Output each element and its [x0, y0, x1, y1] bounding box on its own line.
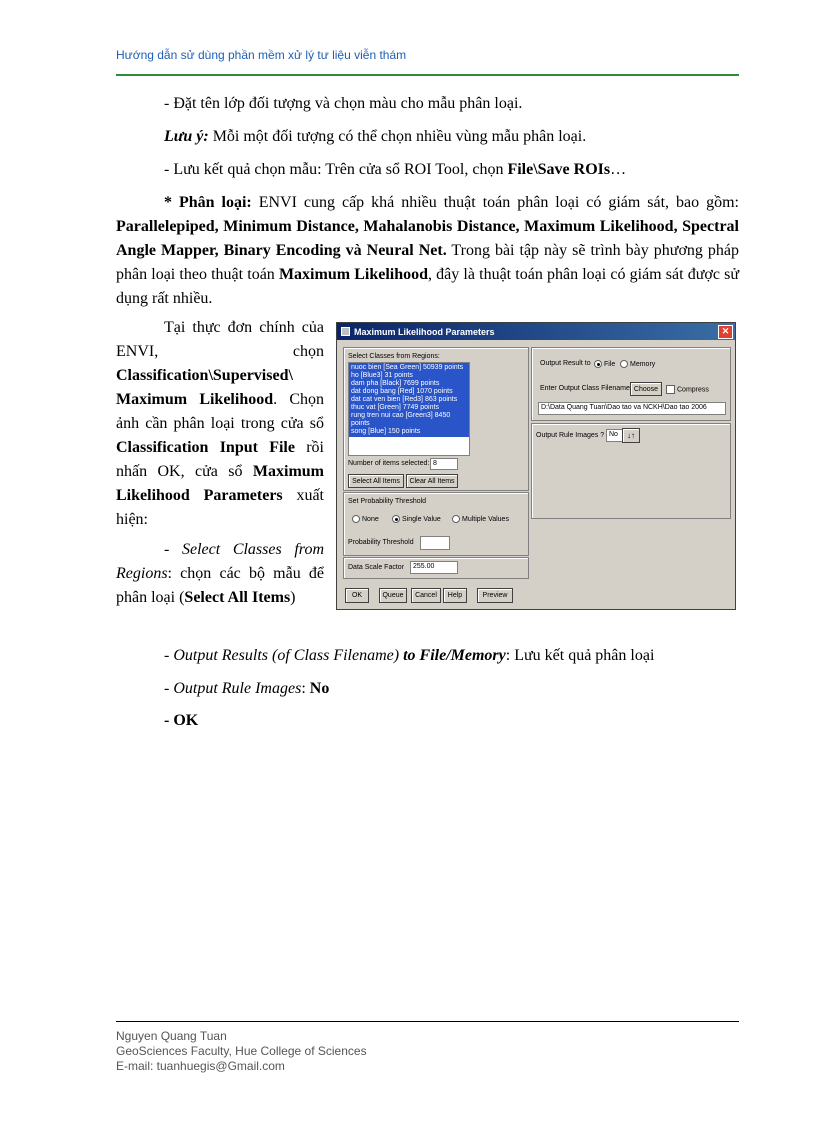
text: Tại thực đơn chính của ENVI, chọn [116, 319, 324, 360]
ok-button[interactable]: OK [345, 588, 369, 603]
paragraph-ok: - OK [164, 712, 199, 729]
paragraph-classification [116, 191, 739, 311]
scale-group [343, 557, 529, 579]
text: Trong bài tập này sẽ trình bày phương pháp phân loại theo thuật toán [116, 242, 740, 283]
paragraph-rule-images [164, 677, 329, 701]
author-faculty: GeoSciences Faculty, Hue College of Sciences [116, 1044, 367, 1058]
window-name: Maximum Likelihood Parameters [116, 463, 324, 504]
option-target: to File/Memory [399, 647, 506, 664]
select-classes-group [343, 347, 529, 491]
paragraph-menu [116, 316, 324, 532]
left-column [116, 316, 324, 610]
option-single-value[interactable] [392, 515, 441, 523]
page-footer [116, 1029, 367, 1074]
cancel-button[interactable]: Cancel [411, 588, 441, 603]
radio-none[interactable] [352, 515, 360, 523]
app-icon [341, 327, 350, 336]
rule-images-value: No [606, 429, 624, 442]
page-header: Hướng dẫn sử dùng phần mềm xử lý tư liệu viễn thám [116, 48, 407, 62]
class-list-item[interactable]: ho [Blue3] 31 points [351, 372, 413, 379]
output-group [531, 347, 731, 421]
compress-checkbox[interactable] [666, 385, 675, 394]
class-filename-label: Enter Output Class Filename [540, 385, 630, 392]
select-all-button[interactable]: Select All Items [348, 474, 404, 488]
text: ENVI cung cấp khá nhiều thuật toán phân loại có giám sát, bao gồm: [251, 194, 739, 211]
threshold-label: Set Probability Threshold [348, 498, 427, 505]
select-classes-label: Select Classes from Regions: [348, 353, 440, 360]
text: , đây là thuật toán phân loại có giám sát được sử dụng rất nhiều. [116, 266, 739, 307]
class-list-item[interactable]: song [Blue] 150 points [351, 428, 421, 435]
algorithm-list: Parallelepiped, Minimum Distance, Mahalanobis Distance, Maximum Likelihood, Spectral Angle Mapper, Binary Encoding và Neural Net. [116, 218, 739, 259]
max-likelihood-dialog [336, 322, 736, 610]
class-list-item[interactable]: rung tren nui cao [Green3] 8450 points [351, 412, 451, 427]
rule-images-group [531, 423, 731, 519]
option-multiple-values[interactable] [452, 515, 509, 523]
option-file[interactable] [594, 360, 615, 368]
option-value: No [309, 680, 330, 697]
radio-multiple[interactable] [452, 515, 460, 523]
toggle-arrows-icon[interactable]: ↓↑ [622, 428, 640, 443]
class-list-item[interactable]: dat dong bang [Red] 1070 points [351, 388, 453, 395]
radio-memory[interactable] [620, 360, 628, 368]
text: rồi nhấn OK, cửa sổ [116, 439, 324, 480]
rule-images-label: Output Rule Images ? [536, 432, 605, 439]
option-name: - Output Rule Images [164, 680, 302, 697]
label: Compress [677, 386, 709, 394]
queue-button[interactable]: Queue [379, 588, 407, 603]
paragraph-note [116, 125, 739, 149]
window-name: Classification Input File [116, 439, 295, 456]
text: ) [290, 589, 296, 606]
dialog-title: Maximum Likelihood Parameters [354, 326, 495, 337]
text: - Lưu kết quả chọn mẫu: Trên cửa sổ ROI Tool, chọn [164, 161, 508, 178]
output-result-label: Output Result to [540, 360, 591, 367]
compress-option[interactable] [666, 385, 709, 394]
author-email: E-mail: tuanhuegis@Gmail.com [116, 1059, 285, 1073]
class-items [349, 363, 469, 437]
text: : Lưu kết quả phân loại [505, 647, 655, 664]
save-rois-command: File\Save ROIs [507, 161, 611, 178]
text: : [301, 680, 310, 697]
threshold-group [343, 492, 529, 556]
label: Multiple Values [462, 515, 509, 523]
paragraph-save-rois [116, 158, 739, 182]
header-divider [116, 74, 739, 76]
option-name: - Select Classes from Regions [116, 541, 324, 582]
prob-threshold-input[interactable] [420, 536, 450, 550]
note-label: Lưu ý: [164, 128, 209, 145]
text: : chọn các bộ mẫu để phân loại ( [116, 565, 324, 606]
button-name: Select All Items [184, 589, 291, 606]
text: … [610, 161, 627, 178]
author-name: Nguyen Quang Tuan [116, 1029, 227, 1043]
classes-list[interactable] [348, 362, 470, 456]
classify-label: * Phân loại: [164, 194, 252, 211]
text: xuất hiện: [116, 487, 324, 528]
note-text: Mỗi một đối tượng có thể chọn nhiều vùng mẫu phân loại. [208, 128, 587, 145]
num-selected-label: Number of items selected: [348, 460, 430, 467]
algorithm-name: Maximum Likelihood [278, 266, 429, 283]
option-name: - Output Results (of Class Filename) [164, 647, 400, 664]
choose-button[interactable]: Choose [630, 382, 662, 396]
help-button[interactable]: Help [443, 588, 467, 603]
preview-button[interactable]: Preview [477, 588, 513, 603]
option-none[interactable] [352, 515, 379, 523]
label: File [604, 360, 616, 368]
option-memory[interactable] [620, 360, 655, 368]
radio-single[interactable] [392, 515, 400, 523]
label: Single Value [402, 515, 441, 523]
paragraph-name-class [116, 92, 739, 116]
prob-threshold-label: Probability Threshold [348, 539, 414, 546]
filename-input[interactable]: D:\Data Quang Tuan\Dao tao va NCKH\Dao tao 2006 [538, 402, 726, 415]
scale-label: Data Scale Factor [348, 564, 405, 571]
clear-all-button[interactable]: Clear All Items [406, 474, 458, 488]
label: None [362, 515, 379, 523]
dialog-titlebar [337, 323, 735, 340]
text: . Chọn ảnh cần phân loại trong cửa sổ [116, 391, 325, 432]
paragraph-output-results [164, 644, 654, 668]
close-icon[interactable]: ✕ [718, 325, 733, 339]
num-selected-field: 8 [430, 458, 458, 470]
radio-file[interactable] [594, 360, 602, 368]
text: - Đặt tên lớp đối tượng và chọn màu cho mẫu phân loại. [164, 95, 523, 112]
class-list-item[interactable]: thuc vat [Green] 7749 points [351, 404, 439, 411]
class-list-item[interactable]: nuoc bien [Sea Green] 50939 points [351, 364, 464, 371]
footer-divider [116, 1021, 739, 1022]
paragraph-select-classes [116, 538, 324, 610]
menu-path: Classification\Supervised\ Maximum Likelihood [116, 367, 293, 408]
class-list-item[interactable]: dat cat ven bien [Red3] 863 points [351, 396, 458, 403]
class-list-item[interactable]: dam pha [Black] 7699 points [351, 380, 440, 387]
label: Memory [630, 360, 656, 368]
scale-input[interactable]: 255.00 [410, 561, 458, 574]
